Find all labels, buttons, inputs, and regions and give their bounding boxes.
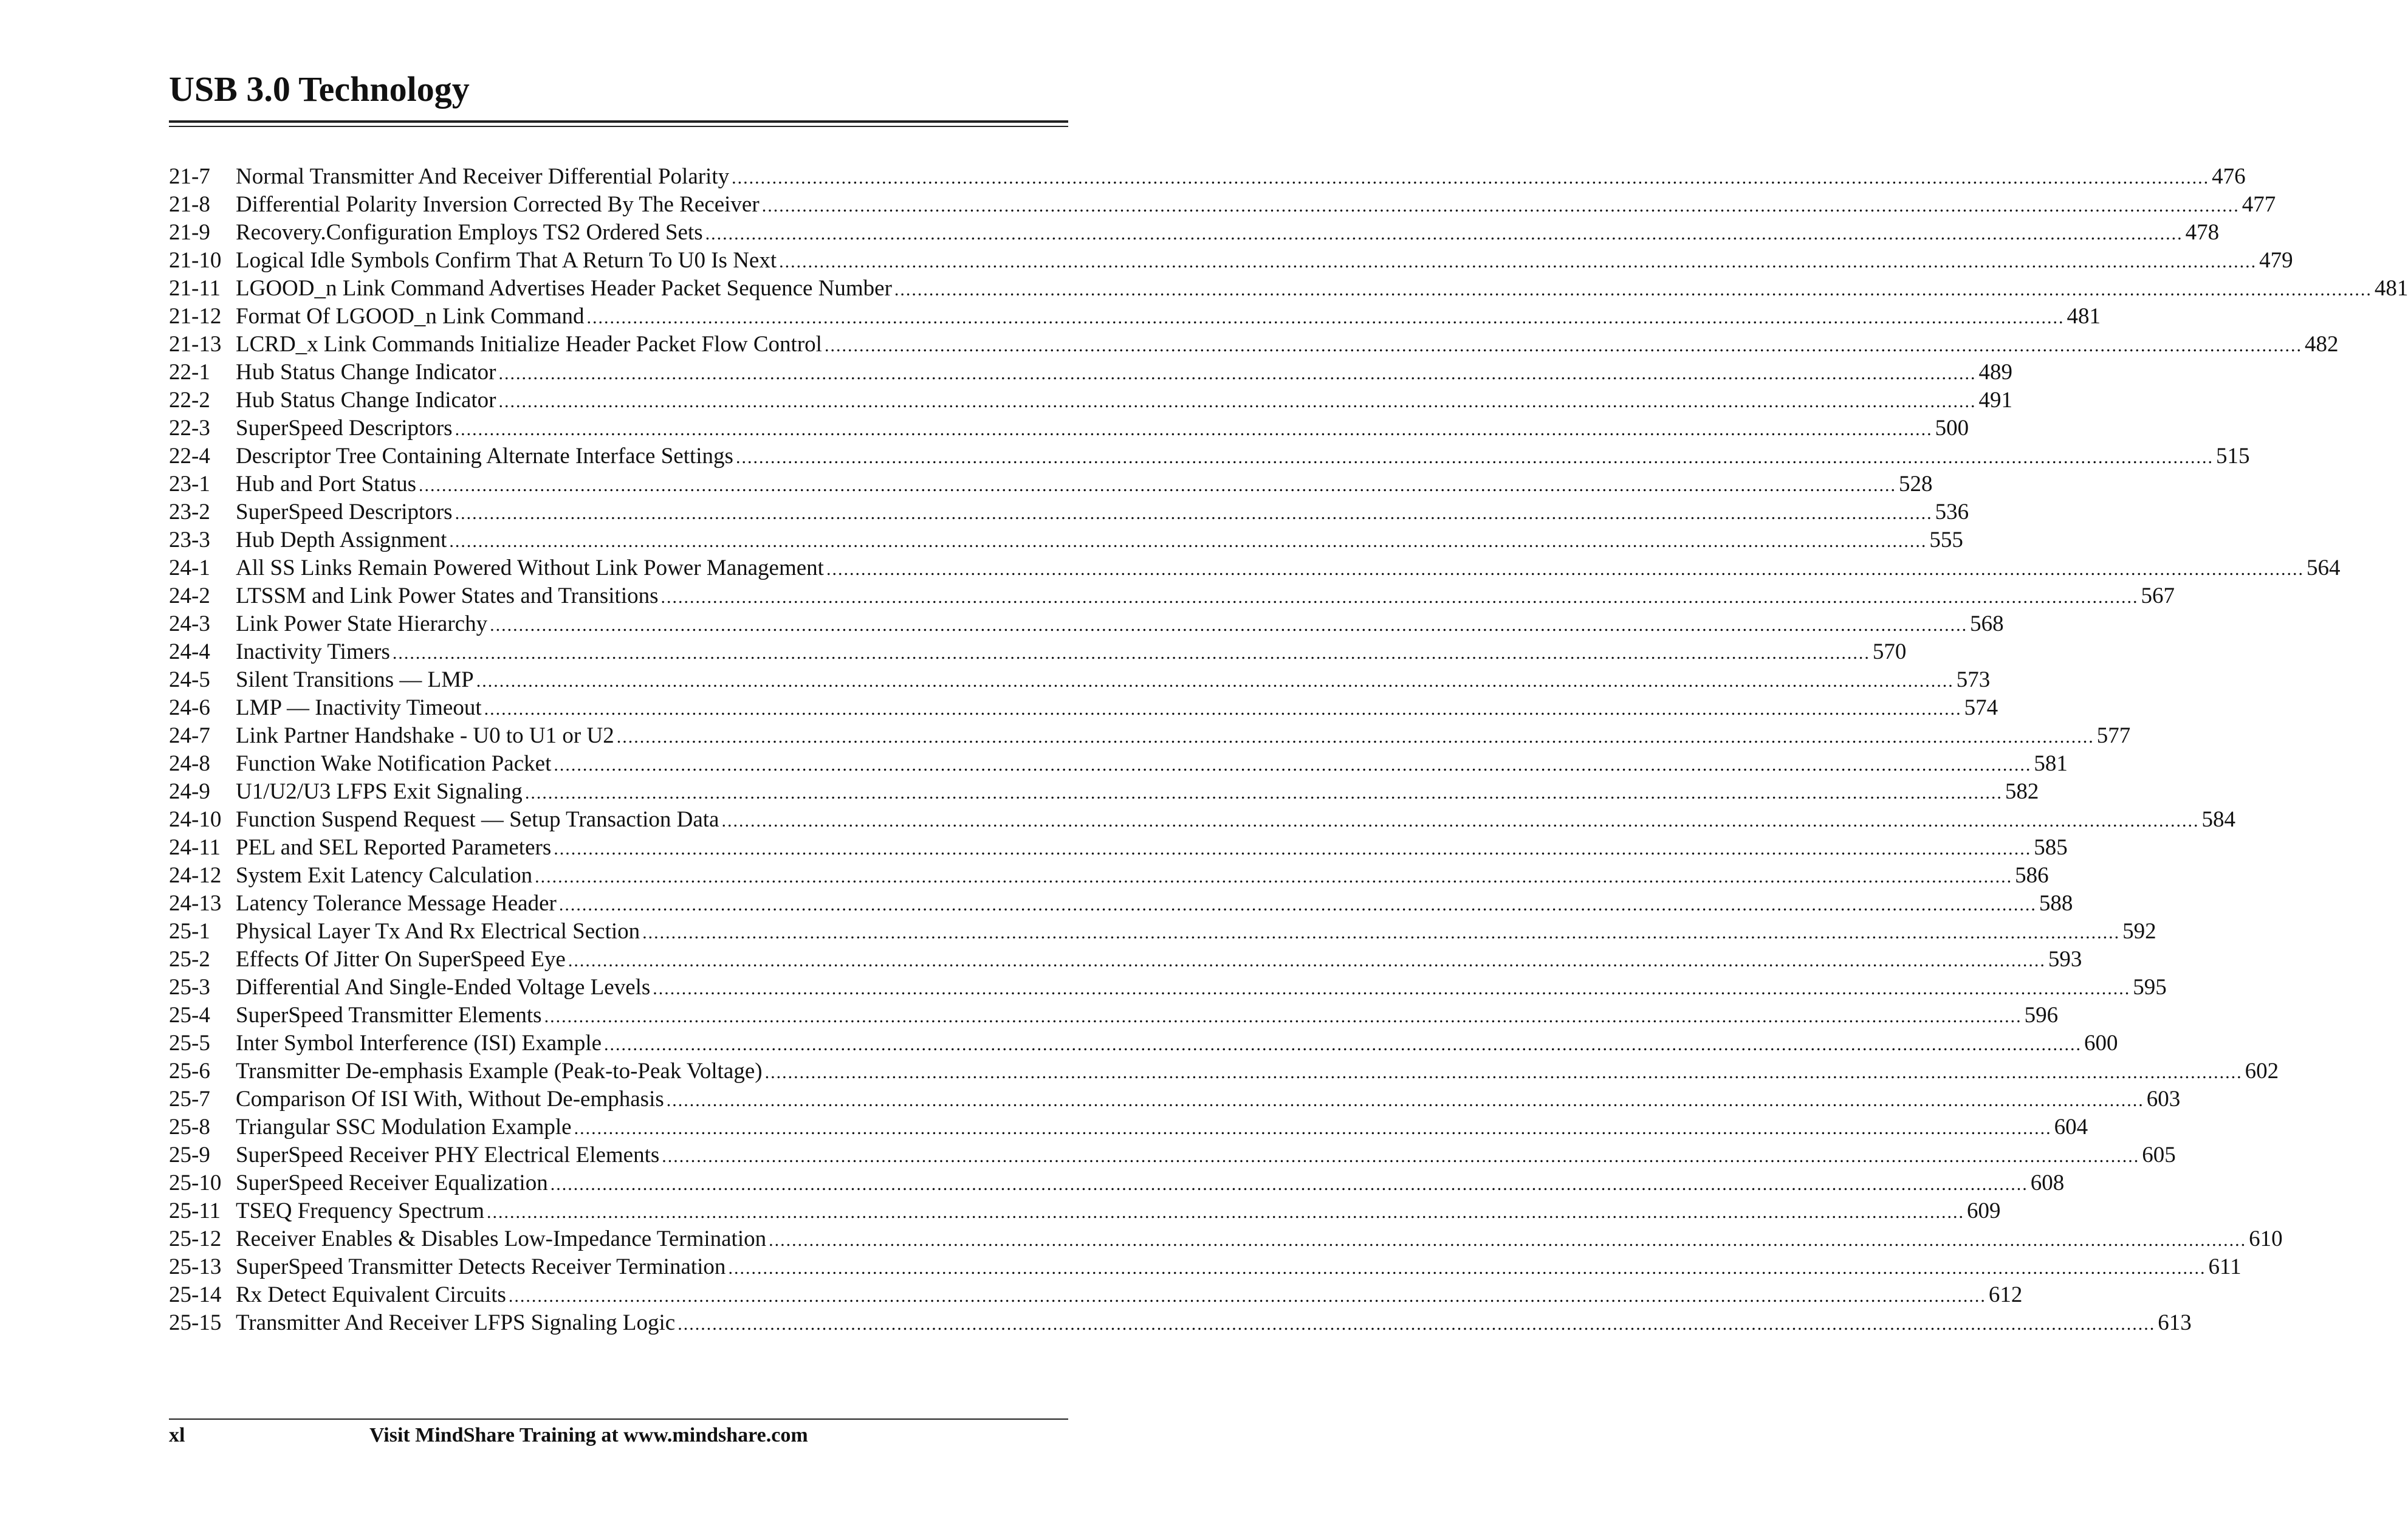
toc-entry: [169, 1169, 2065, 1197]
figure-title: Hub Status Change Indicator: [236, 360, 496, 385]
toc-entry: [169, 778, 2039, 806]
figure-title: Differential And Single-Ended Voltage Levels: [236, 975, 651, 1000]
page-number: 479: [2259, 248, 2293, 273]
page-number: 528: [1899, 472, 1933, 497]
toc-entry: [169, 582, 2175, 610]
dot-leader: [765, 1059, 2243, 1087]
dot-leader: [825, 332, 2302, 360]
figure-title: SuperSpeed Receiver Equalization: [236, 1171, 548, 1195]
page-number: 577: [2096, 723, 2131, 748]
figure-number: 24-1: [169, 555, 210, 580]
page-number: 596: [2024, 1003, 2059, 1028]
toc-entry: [169, 275, 2408, 303]
page-number: 574: [1964, 695, 1998, 720]
figure-title: LGOOD_n Link Command Advertises Header Packet Sequence Number: [236, 276, 892, 301]
page-number: 588: [2039, 891, 2073, 916]
dot-leader: [484, 695, 1962, 723]
toc-entry: [169, 1085, 2181, 1113]
figure-title: Transmitter And Receiver LFPS Signaling Logic: [236, 1310, 676, 1335]
figure-title: Receiver Enables & Disables Low-Impedance Termination: [236, 1226, 767, 1251]
toc-entry: [169, 1197, 2001, 1225]
figure-title: Link Power State Hierarchy: [236, 611, 488, 636]
figure-title: All SS Links Remain Powered Without Link Power Management: [236, 555, 824, 580]
toc-entry: [169, 219, 2220, 247]
header-rule-thick: [169, 120, 1068, 123]
page-number: 609: [1966, 1198, 2001, 1223]
figure-title: TSEQ Frequency Spectrum: [236, 1198, 484, 1223]
figure-number: 21-13: [169, 332, 222, 357]
figure-number: 24-12: [169, 863, 222, 888]
figure-title: Rx Detect Equivalent Circuits: [236, 1282, 506, 1307]
dot-leader: [487, 1198, 1964, 1226]
figure-number: 24-9: [169, 779, 210, 804]
figure-number: 23-1: [169, 472, 210, 497]
toc-entry: [169, 722, 2131, 750]
dot-leader: [525, 779, 2003, 807]
figure-number: 21-10: [169, 248, 222, 273]
page-number: 612: [1988, 1282, 2023, 1307]
toc-entry: [169, 946, 2082, 974]
page-number: 567: [2141, 583, 2175, 608]
page-number: 568: [1970, 611, 2004, 636]
dot-leader: [662, 1143, 2139, 1171]
figure-number: 25-12: [169, 1226, 222, 1251]
toc-entry: [169, 331, 2339, 359]
toc-entry: [169, 862, 2049, 890]
page-number: 584: [2201, 807, 2235, 832]
figure-number: 21-12: [169, 304, 222, 329]
dot-leader: [642, 919, 2120, 947]
dot-leader: [419, 472, 1896, 500]
toc-entry: [169, 303, 2101, 331]
figure-title: Latency Tolerance Message Header: [236, 891, 557, 916]
figure-title: SuperSpeed Transmitter Elements: [236, 1003, 542, 1028]
toc-entry: [169, 694, 1998, 722]
figure-title: Triangular SSC Modulation Example: [236, 1115, 572, 1140]
figure-title: Physical Layer Tx And Rx Electrical Section: [236, 919, 640, 944]
page-number: 611: [2208, 1254, 2242, 1279]
figure-number: 25-5: [169, 1031, 210, 1056]
dot-leader: [762, 192, 2240, 220]
page-number: 491: [1978, 388, 2012, 413]
toc-entry: [169, 834, 2068, 862]
dot-leader: [499, 360, 1977, 388]
figure-number: 25-11: [169, 1198, 221, 1223]
page-number: 482: [2304, 332, 2339, 357]
toc-entry: [169, 1141, 2176, 1169]
figure-title: Effects Of Jitter On SuperSpeed Eye: [236, 947, 566, 972]
dot-leader: [894, 276, 2372, 304]
dot-leader: [476, 667, 1954, 695]
toc-entry: [169, 442, 2250, 470]
page-number: 585: [2034, 835, 2068, 860]
figure-title: System Exit Latency Calculation: [236, 863, 533, 888]
figure-title: PEL and SEL Reported Parameters: [236, 835, 552, 860]
dot-leader: [667, 1087, 2144, 1115]
dot-leader: [559, 891, 2037, 919]
figure-number: 25-2: [169, 947, 210, 972]
figure-title: Hub Depth Assignment: [236, 528, 447, 552]
dot-leader: [779, 248, 2257, 276]
toc-entry: [169, 974, 2167, 1002]
toc-entry: [169, 1253, 2242, 1281]
dot-leader: [455, 416, 1933, 444]
figure-number: 21-11: [169, 276, 221, 301]
toc-entry: [169, 1281, 2023, 1309]
page-number: 500: [1935, 416, 1969, 441]
toc-entry: [169, 498, 1969, 526]
figure-number: 22-2: [169, 388, 210, 413]
figure-number: 22-1: [169, 360, 210, 385]
dot-leader: [586, 304, 2064, 332]
figure-title: Comparison Of ISI With, Without De-emphasis: [236, 1087, 664, 1112]
figure-title: Normal Transmitter And Receiver Differential Polarity: [236, 164, 730, 189]
footer-rule: [169, 1418, 1068, 1420]
dot-leader: [736, 444, 2214, 472]
page-number: 592: [2122, 919, 2156, 944]
page-number: 489: [1978, 360, 2012, 385]
figure-number: 25-15: [169, 1310, 222, 1335]
toc-entry: [169, 163, 2246, 191]
page-number: 481: [2067, 304, 2101, 329]
figure-title: Hub and Port Status: [236, 472, 417, 497]
page-number: 602: [2245, 1059, 2279, 1084]
toc-entry: [169, 414, 1969, 442]
page-number: 595: [2133, 975, 2167, 1000]
dot-leader: [617, 723, 2094, 751]
dot-leader: [455, 500, 1933, 528]
toc-entry: [169, 554, 2341, 582]
figure-number: 24-2: [169, 583, 210, 608]
figure-title: Inactivity Timers: [236, 639, 390, 664]
figure-title: LTSSM and Link Power States and Transitions: [236, 583, 659, 608]
page-number: 515: [2215, 444, 2250, 469]
page-number: 586: [2015, 863, 2049, 888]
page-number: 608: [2030, 1171, 2065, 1195]
figure-number: 25-7: [169, 1087, 210, 1112]
figure-number: 22-3: [169, 416, 210, 441]
page-number: 603: [2146, 1087, 2181, 1112]
dot-leader: [661, 583, 2139, 611]
page-number: 613: [2158, 1310, 2192, 1335]
toc-entry: [169, 1002, 2059, 1030]
dot-leader: [653, 975, 2130, 1003]
figure-title: Inter Symbol Interference (ISI) Example: [236, 1031, 602, 1056]
toc-entry: [169, 918, 2156, 946]
figure-title: Format Of LGOOD_n Link Command: [236, 304, 585, 329]
toc-entry: [169, 1113, 2088, 1141]
figure-title: SuperSpeed Transmitter Detects Receiver Termination: [236, 1254, 726, 1279]
toc-entry: [169, 750, 2068, 778]
figure-number: 23-2: [169, 500, 210, 524]
dot-leader: [728, 1254, 2206, 1282]
toc-entry: [169, 1309, 2192, 1337]
dot-leader: [554, 835, 2031, 863]
figure-title: Logical Idle Symbols Confirm That A Return To U0 Is Next: [236, 248, 777, 273]
toc-entry: [169, 1057, 2279, 1085]
page-number: 555: [1929, 528, 1963, 552]
figure-number: 24-13: [169, 891, 222, 916]
figure-number: 24-5: [169, 667, 210, 692]
toc-entry: [169, 1030, 2118, 1057]
figure-title: U1/U2/U3 LFPS Exit Signaling: [236, 779, 523, 804]
figure-number: 25-3: [169, 975, 210, 1000]
figure-number: 24-6: [169, 695, 210, 720]
dot-leader: [574, 1115, 2052, 1143]
figure-title: Function Suspend Request — Setup Transaction Data: [236, 807, 719, 832]
toc-entry: [169, 470, 1933, 498]
page-number: 573: [1956, 667, 1991, 692]
dot-leader: [721, 807, 2199, 835]
figure-number: 25-9: [169, 1143, 210, 1167]
page-number: 570: [1872, 639, 1907, 664]
figure-title: Transmitter De-emphasis Example (Peak-to-Peak Voltage): [236, 1059, 763, 1084]
toc-entry: [169, 610, 2004, 638]
figure-number: 25-4: [169, 1003, 210, 1028]
page-number: 564: [2306, 555, 2341, 580]
dot-leader: [499, 388, 1977, 416]
dot-leader: [677, 1310, 2155, 1338]
figure-title: SuperSpeed Descriptors: [236, 416, 453, 441]
figure-list: [169, 163, 2408, 1337]
figure-number: 24-11: [169, 835, 221, 860]
dot-leader: [449, 528, 1927, 555]
figure-number: 23-3: [169, 528, 210, 552]
running-header-title: USB 3.0 Technology: [169, 69, 470, 109]
figure-title: Descriptor Tree Containing Alternate Interface Settings: [236, 444, 733, 469]
figure-title: SuperSpeed Receiver PHY Electrical Elements: [236, 1143, 660, 1167]
dot-leader: [705, 220, 2183, 248]
dot-leader: [509, 1282, 1986, 1310]
figure-number: 24-10: [169, 807, 222, 832]
figure-title: Silent Transitions — LMP: [236, 667, 474, 692]
figure-number: 21-7: [169, 164, 210, 189]
figure-number: 25-1: [169, 919, 210, 944]
page-number: 610: [2249, 1226, 2283, 1251]
dot-leader: [490, 611, 1967, 639]
figure-title: Function Wake Notification Packet: [236, 751, 552, 776]
figure-number: 25-8: [169, 1115, 210, 1140]
figure-title: Recovery.Configuration Employs TS2 Ordered Sets: [236, 220, 703, 245]
figure-number: 25-13: [169, 1254, 222, 1279]
figure-title: Differential Polarity Inversion Corrected By The Receiver: [236, 192, 760, 217]
page-number: 600: [2084, 1031, 2118, 1056]
page-number: 477: [2242, 192, 2276, 217]
toc-entry: [169, 526, 1963, 554]
page-number: 593: [2048, 947, 2082, 972]
dot-leader: [732, 164, 2209, 192]
page-number: 605: [2142, 1143, 2176, 1167]
dot-leader: [826, 555, 2304, 583]
figure-number: 25-10: [169, 1171, 222, 1195]
page-number: 582: [2005, 779, 2039, 804]
page-number: 536: [1935, 500, 1969, 524]
dot-leader: [568, 947, 2046, 975]
toc-entry: [169, 191, 2276, 219]
figure-number: 24-8: [169, 751, 210, 776]
figure-number: 25-6: [169, 1059, 210, 1084]
dot-leader: [769, 1226, 2246, 1254]
figure-number: 24-7: [169, 723, 210, 748]
dot-leader: [535, 863, 2012, 891]
figure-title: Link Partner Handshake - U0 to U1 or U2: [236, 723, 614, 748]
page-number: 476: [2212, 164, 2246, 189]
dot-leader: [554, 751, 2031, 779]
dot-leader: [551, 1171, 2028, 1198]
figure-number: 24-3: [169, 611, 210, 636]
figure-number: 24-4: [169, 639, 210, 664]
toc-entry: [169, 638, 1907, 666]
figure-number: 21-9: [169, 220, 210, 245]
page-number: 481: [2374, 276, 2408, 301]
toc-entry: [169, 359, 2012, 387]
figure-number: 22-4: [169, 444, 210, 469]
dot-leader: [544, 1003, 2022, 1031]
toc-entry: [169, 247, 2293, 275]
toc-entry: [169, 806, 2235, 834]
header-rule-thin: [169, 126, 1068, 127]
page-number: 478: [2185, 220, 2220, 245]
toc-entry: [169, 890, 2073, 918]
figure-title: Hub Status Change Indicator: [236, 388, 496, 413]
figure-title: LMP — Inactivity Timeout: [236, 695, 482, 720]
page-number: 581: [2034, 751, 2068, 776]
footer-text: Visit MindShare Training at www.mindshare.com: [369, 1424, 808, 1446]
footer-page-number: xl: [169, 1424, 185, 1446]
dot-leader: [604, 1031, 2082, 1059]
figure-number: 21-8: [169, 192, 210, 217]
toc-entry: [169, 666, 1991, 694]
figure-title: SuperSpeed Descriptors: [236, 500, 453, 524]
page-number: 604: [2054, 1115, 2088, 1140]
figure-title: LCRD_x Link Commands Initialize Header Packet Flow Control: [236, 332, 822, 357]
toc-entry: [169, 387, 2012, 414]
dot-leader: [393, 639, 1870, 667]
figure-number: 25-14: [169, 1282, 222, 1307]
toc-entry: [169, 1225, 2283, 1253]
